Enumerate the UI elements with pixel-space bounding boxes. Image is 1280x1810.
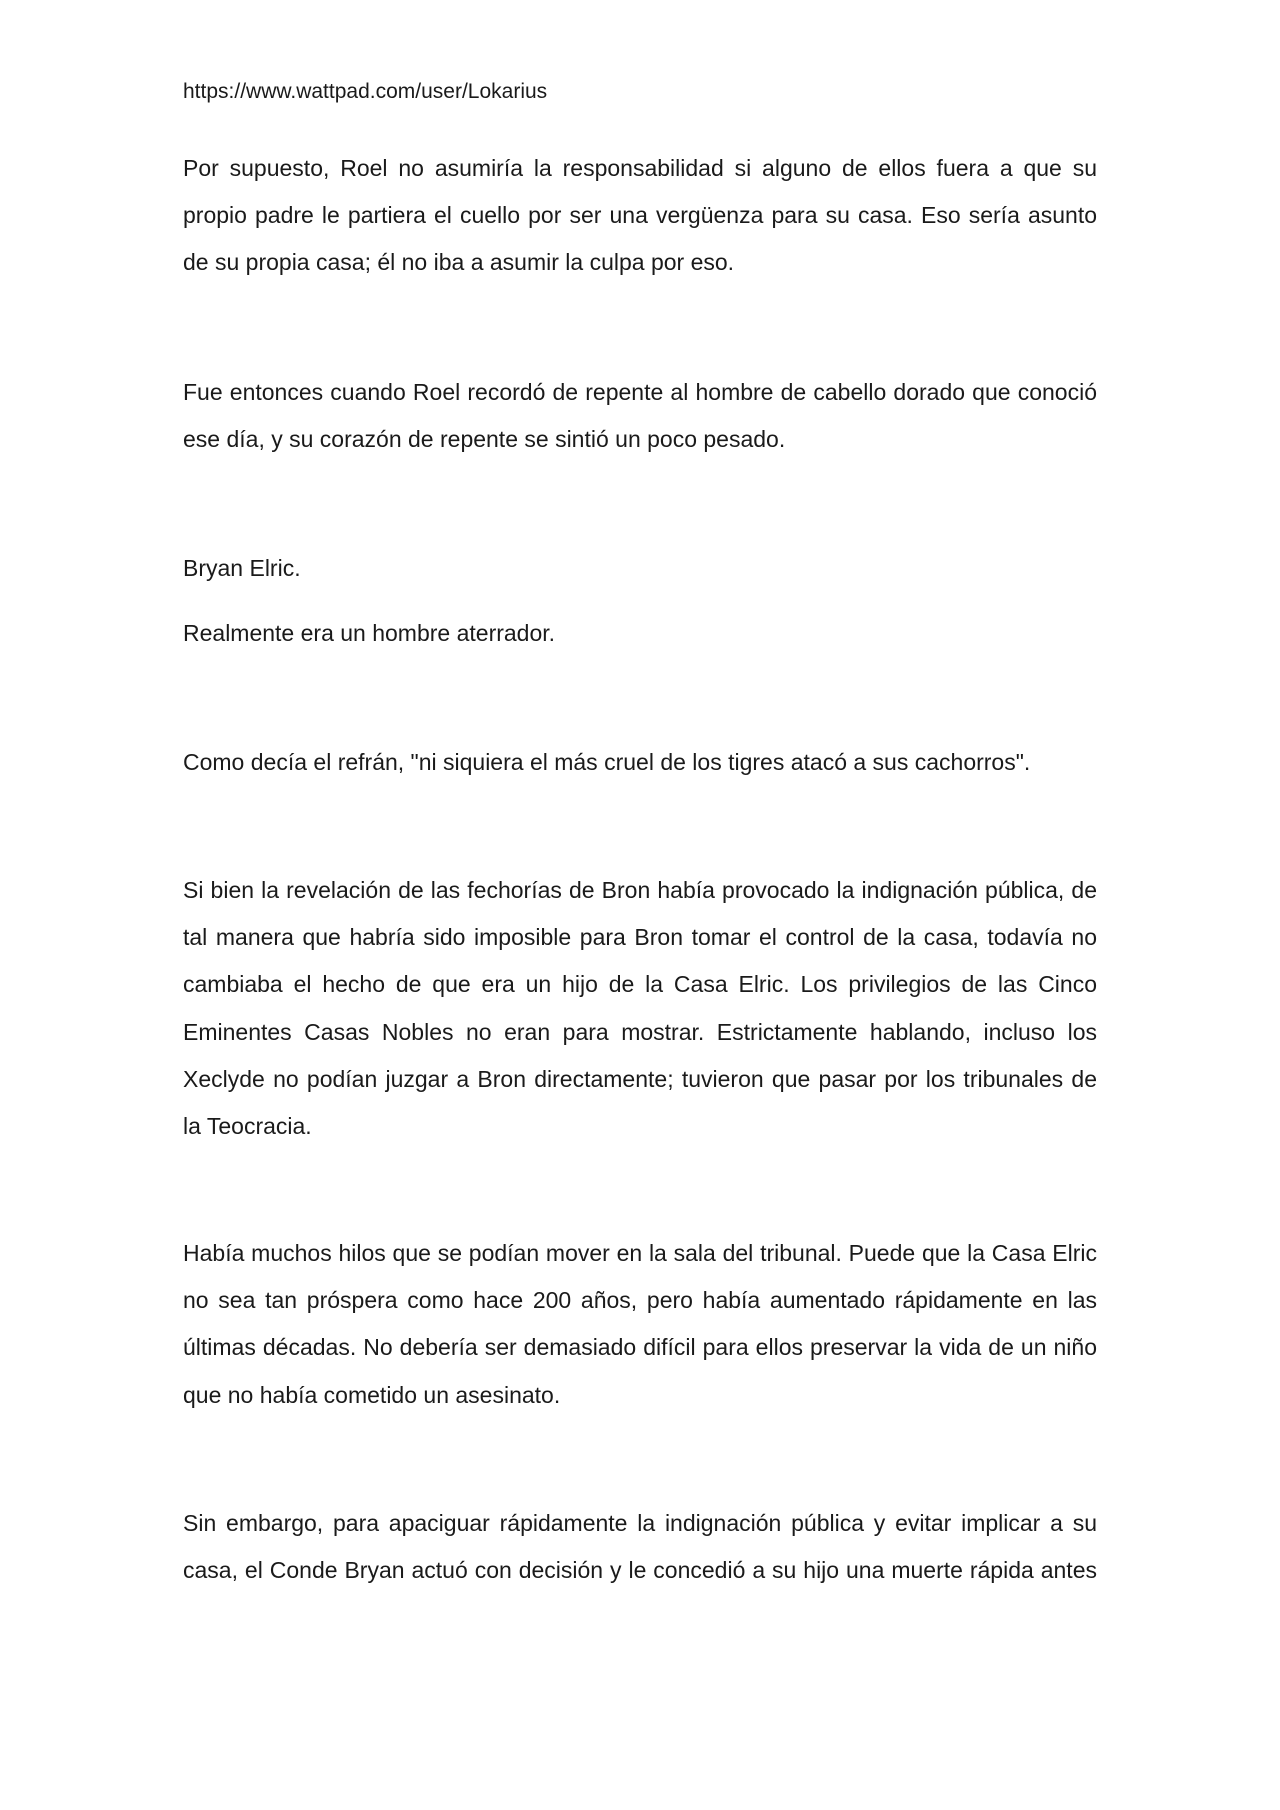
paragraph-2: Fue entonces cuando Roel recordó de repente al hombre de cabello dorado que conoció ese día, y su corazón de repente se sintió un poco pesado. — [183, 379, 1097, 453]
paragraph-1: Por supuesto, Roel no asumiría la responsabilidad si alguno de ellos fuera a que su propio padre le partiera el cuello por ser una vergüenza para su casa. Eso sería asunto de su propia casa; él no iba a asumir la culpa por eso. — [183, 155, 1097, 276]
paragraph-5: Como decía el refrán, "ni siquiera el más cruel de los tigres atacó a sus cachorros". — [183, 749, 1031, 775]
paragraph-4: Realmente era un hombre aterrador. — [183, 620, 556, 646]
paragraph-8: Sin embargo, para apaciguar rápidamente la indignación pública y evitar implicar a su casa, el Conde Bryan actuó con decisión y le concedió a su hijo una muerte rápida antes — [183, 1510, 1097, 1584]
source-url: https://www.wattpad.com/user/Lokarius — [183, 80, 548, 103]
paragraph-3: Bryan Elric. — [183, 555, 301, 581]
paragraph-6: Si bien la revelación de las fechorías de Bron había provocado la indignación pública, de tal manera que habría sido imposible para Bron tomar el control de la casa, todavía no cambiaba el hecho de que era un hijo de la Casa Elric. Los privilegios de las Cinco Eminentes Casas Nobles no eran para mostrar. Estrictamente hablando, incluso los Xeclyde no podían juzgar a Bron directamente; tuvieron que pasar por los tribunales de la Teocracia. — [183, 877, 1097, 1140]
paragraph-7: Había muchos hilos que se podían mover en la sala del tribunal. Puede que la Casa Elric no sea tan próspera como hace 200 años, pero había aumentado rápidamente en las últimas décadas. No debería ser demasiado difícil para ellos preservar la vida de un niño que no había cometido un asesinato. — [183, 1240, 1097, 1408]
